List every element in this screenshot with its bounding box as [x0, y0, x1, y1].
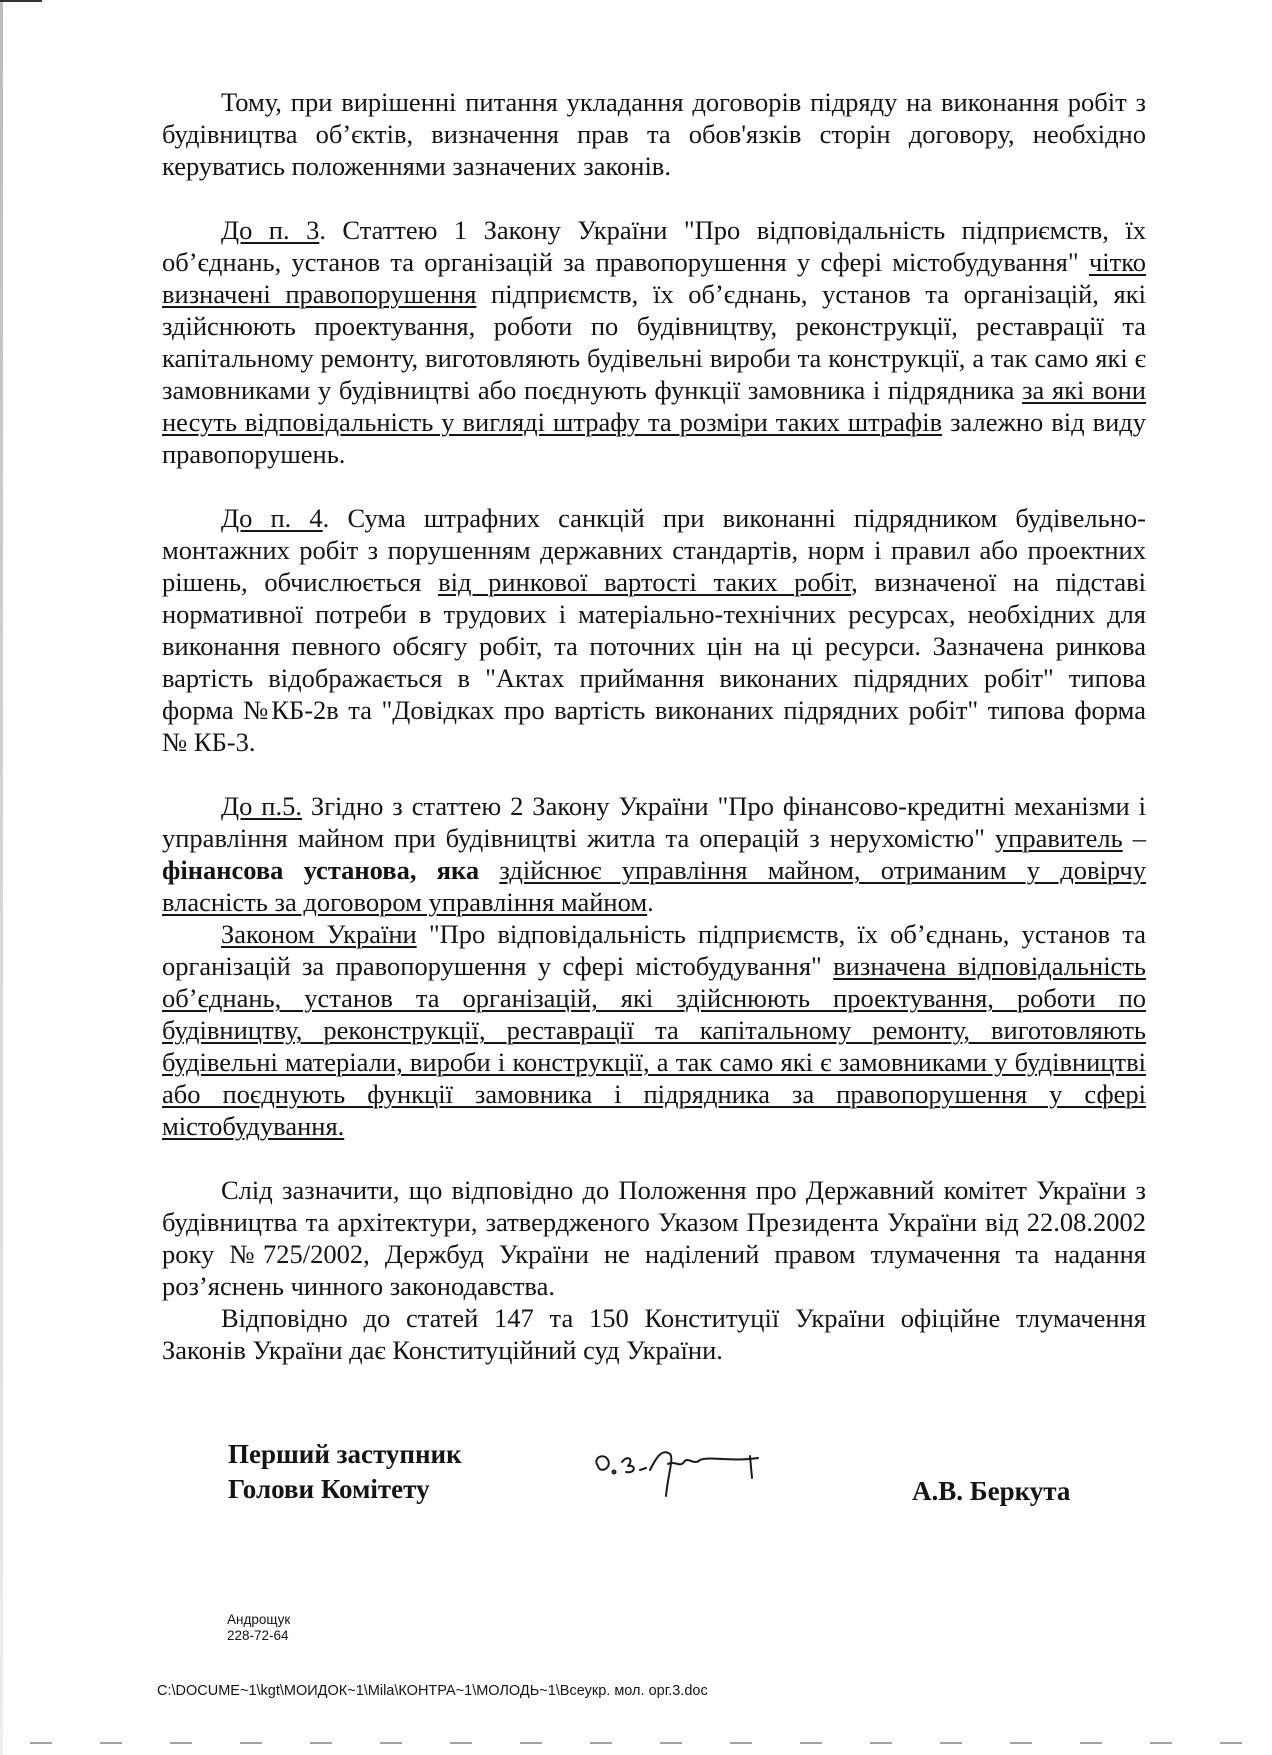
scan-corner-mark — [0, 0, 42, 2]
item-4-text-1: . Сума штрафних санкцій при виконанні підрядником будівельно-монтажних робіт з порушенням державних стандартів, норм і правил або проектних рішень, обчислюється — [162, 503, 1146, 597]
paragraph-item-4 — [162, 502, 1146, 758]
item-5-ref: До п.5. — [221, 791, 302, 821]
item-4-underline-1: від ринкової вартості таких робіт — [438, 567, 852, 597]
item-4-text-2: , визначеної на підставі нормативної потреби в трудових і матеріально-технічних ресурсах, необхідних для виконання певного обсягу робіт, та поточних цін на ці ресурси. Зазначена ринкова вартість відображається в "Актах приймання виконаних підрядних робіт" типова форма №КБ-2в та "Довідках про вартість виконаних підрядних робіт" типова форма № КБ-3. — [162, 567, 1146, 757]
executor-info — [227, 1612, 290, 1644]
signatory-title-line-1: Перший заступник — [228, 1439, 462, 1469]
item-3-underline-2: за які вони несуть відповідальність у вигляді штрафу та розміри таких штрафів — [162, 375, 1146, 437]
executor-name: Андрощук — [227, 1612, 291, 1627]
item-5-bold-1: фінансова установа, яка — [162, 855, 500, 885]
signatory-title-line-2: Голови Комітету — [228, 1474, 430, 1504]
item-3-text-3: залежно від виду правопорушень. — [162, 407, 1146, 469]
law-underline: визначена відповідальність об’єднань, установ та організацій, які здійснюють проектування, роботи по будівництву, реконструкції, реставрації та капітальному ремонту, виготовляють будівельні матеріали, вироби і конструкції, а так само які є замовниками у будівництві або поєднують функції замовника і підрядника за правопорушення у сфері містобудування. — [162, 951, 1146, 1141]
item-5-underline-2: здійснює управління майном, отриманим у довірчу власність за договором управління майном — [162, 855, 1146, 917]
item-5-text-3: . — [647, 887, 654, 917]
paragraph-item-5 — [162, 790, 1146, 918]
item-3-text-1: . Статтею 1 Закону України "Про відповідальність підприємств, їх об’єднань, установ та організацій за правопорушення у сфері містобудування" — [162, 215, 1147, 277]
paragraph-item-3 — [162, 214, 1146, 470]
law-ref: Законом України — [221, 919, 417, 949]
letter-body — [162, 86, 1146, 1366]
law-text-1: "Про відповідальність підприємств, їх об’єднань, установ та організацій за правопорушення у сфері містобудування" — [162, 919, 1146, 981]
item-5-text-1: Згідно з статтею 2 Закону України "Про фінансово-кредитні механізми і управління майном при будівництві житла та операцій з нерухомістю" — [162, 791, 1146, 853]
item-4-ref: До п. 4 — [221, 503, 323, 533]
handwritten-signature — [590, 1440, 790, 1510]
scan-bottom-artifacts — [30, 1742, 1250, 1744]
item-5-underline-1: управитель — [994, 823, 1123, 853]
scan-edge — [0, 0, 3, 1755]
item-3-text-2: підприємств, їх об’єднань, установ та організацій, які здійснюють проектування, роботи по будівництву, реконструкції, реставрації та капітальному ремонту, виготовляють будівельні вироби та конструкції, а так само які є замовниками у будівництві або поєднують функції замовника і підрядника — [162, 279, 1146, 405]
paragraph-law-liability — [162, 918, 1146, 1142]
paragraph-constitution: Відповідно до статей 147 та 150 Конституції України офіційне тлумачення Законів України дає Конституційний суд України. — [162, 1303, 1146, 1365]
file-path-footer: C:\DOCUME~1\kgt\МОИДОК~1\Mila\КОНТРА~1\МОЛОДЬ~1\Всеукр. мол. орг.3.doc — [157, 1683, 708, 1699]
executor-phone: 228-72-64 — [227, 1628, 289, 1643]
signatory-name: А.В. Беркута — [912, 1476, 1071, 1506]
paragraph-note: Слід зазначити, що відповідно до Положення про Державний комітет України з будівництва та архітектури, затвердженого Указом Президента України від 22.08.2002 року №725/2002, Держбуд України не наділений правом тлумачення та надання роз’яснень чинного законодавства. — [162, 1175, 1146, 1301]
paragraph-conclusion: Тому, при вирішенні питання укладання договорів підряду на виконання робіт з будівництва об’єктів, визначення прав та обов'язків сторін договору, необхідно керуватись положеннями зазначених законів. — [162, 87, 1146, 181]
item-3-ref: До п. 3 — [221, 215, 320, 245]
item-5-text-2: – — [1122, 823, 1146, 853]
signatory-title — [228, 1437, 462, 1507]
item-3-underline-1: чітко визначені правопорушення — [162, 247, 1146, 309]
